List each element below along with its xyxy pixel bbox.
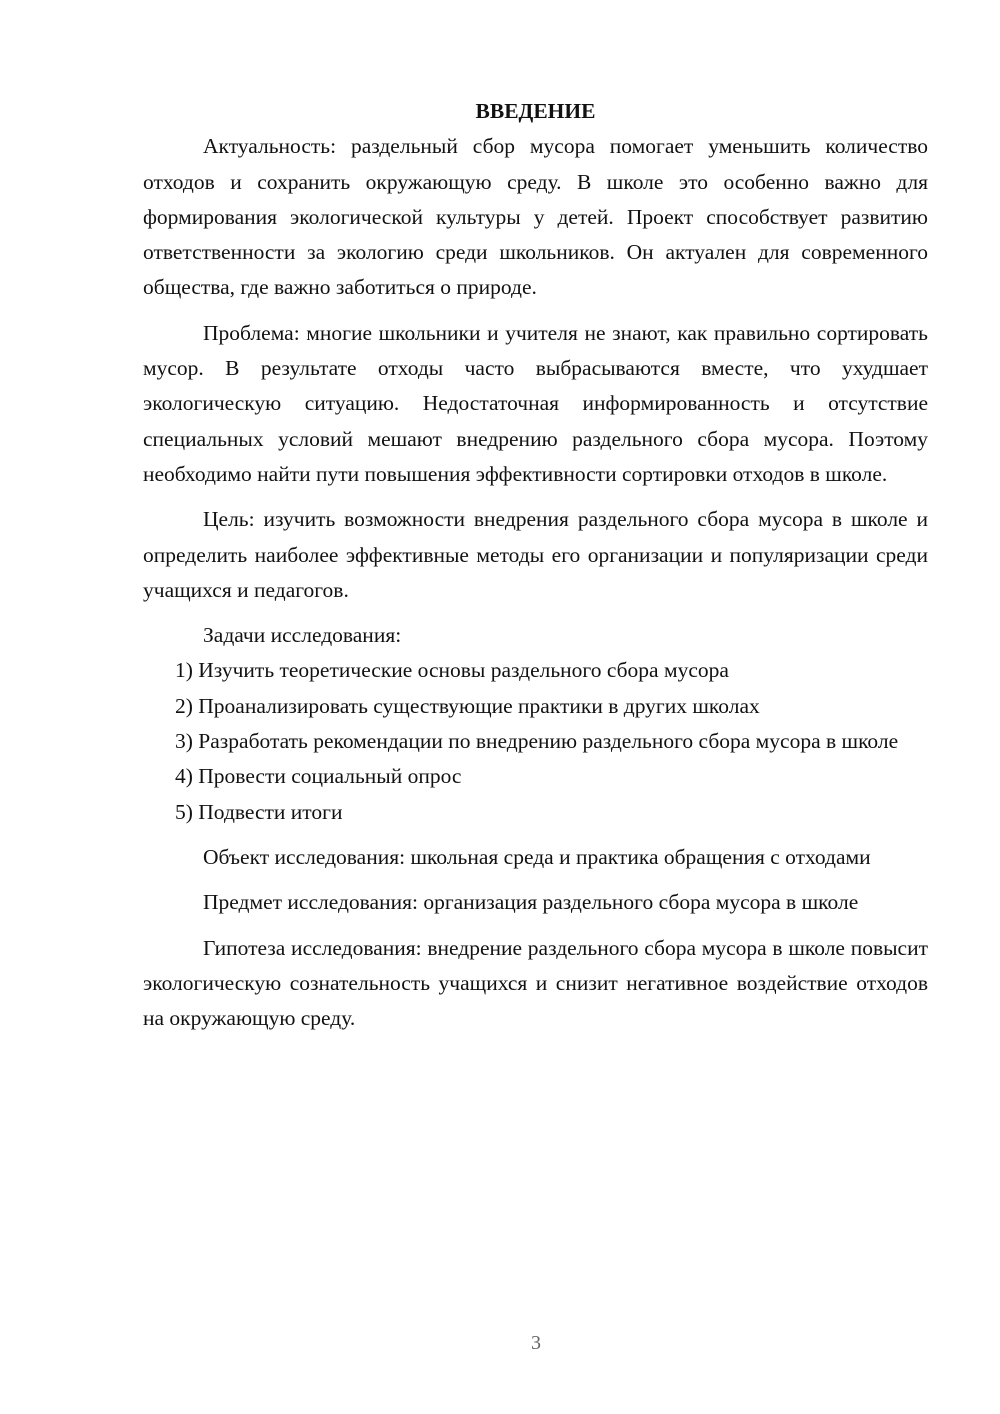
task-item: 1) Изучить теоретические основы раздельного сбора мусора xyxy=(175,658,729,683)
paragraph-object: Объект исследования: школьная среда и практика обращения с отходами xyxy=(203,844,871,869)
page-content xyxy=(143,94,928,1036)
task-item: 2) Проанализировать существующие практики в других школах xyxy=(175,693,760,718)
task-item: 3) Разработать рекомендации по внедрению раздельного сбора мусора в школе xyxy=(175,729,899,754)
task-item: 4) Провести социальный опрос xyxy=(175,764,462,789)
paragraph-goal: Цель: изучить возможности внедрения раздельного сбора мусора в школе и определить наиболее эффективные методы его организации и популяризации среди учащихся и педагогов. xyxy=(143,507,928,602)
paragraph-problem: Проблема: многие школьники и учителя не знают, как правильно сортировать мусор. В результате отходы часто выбрасываются вместе, что ухудшает экологическую ситуацию. Недостаточная информированность и отсутствие специальных условий мешают внедрению раздельного сбора мусора. Поэтому необходимо найти пути повышения эффективности сортировки отходов в школе. xyxy=(143,320,928,486)
page-title: ВВЕДЕНИЕ xyxy=(475,99,596,123)
paragraph-subject: Предмет исследования: организация раздельного сбора мусора в школе xyxy=(203,890,859,915)
paragraph-relevance: Актуальность: раздельный сбор мусора помогает уменьшить количество отходов и сохранить окружающую среду. В школе это особенно важно для формирования экологической культуры у детей. Проект способствует развитию ответственности за экологию среди школьников. Он актуален для современного общества, где важно заботиться о природе. xyxy=(143,134,928,300)
tasks-heading: Задачи исследования: xyxy=(203,623,402,648)
task-item: 5) Подвести итоги xyxy=(175,799,343,824)
paragraph-hypothesis: Гипотеза исследования: внедрение раздельного сбора мусора в школе повысит экологическую сознательность учащихся и снизит негативное воздействие отходов на окружающую среду. xyxy=(143,935,928,1031)
page-number: 3 xyxy=(531,1332,541,1354)
